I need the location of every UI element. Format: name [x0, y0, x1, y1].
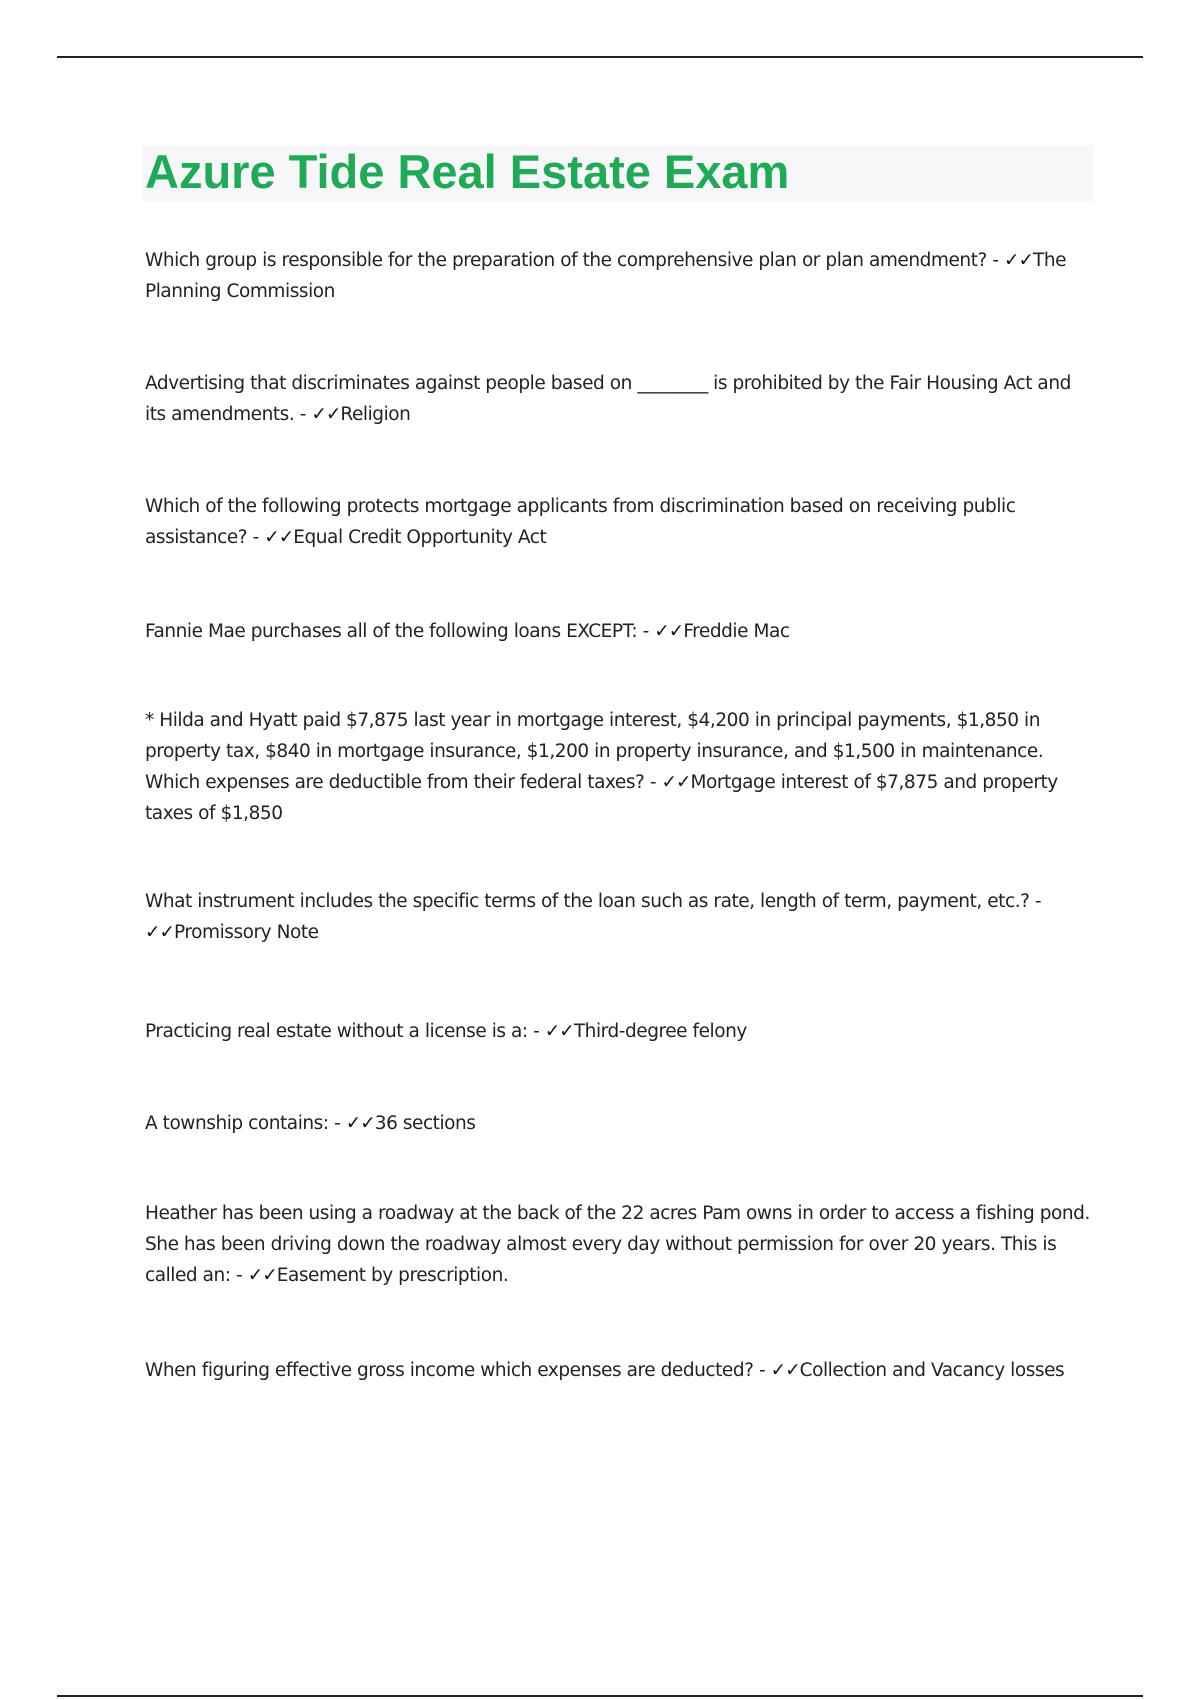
double-check-icon: ✓✓	[145, 922, 175, 943]
qa-item-10	[145, 1355, 1095, 1386]
question-text: Which of the following protects mortgage applicants from discrimination based on receiving public assistance?	[145, 496, 1016, 548]
answer-text: Religion	[340, 404, 411, 425]
double-check-icon: ✓✓	[264, 527, 294, 548]
answer-text: The Planning Commission	[145, 250, 1067, 302]
question-text: What instrument includes the specific terms of the loan such as rate, length of term, payment, etc.?	[145, 891, 1030, 912]
qa-item-5	[145, 705, 1095, 829]
qa-item-9	[145, 1198, 1095, 1291]
separator: -	[230, 1265, 248, 1286]
double-check-icon: ✓✓	[311, 404, 341, 425]
answer-text: Equal Credit Opportunity Act	[293, 527, 547, 548]
question-text: Heather has been using a roadway at the back of the 22 acres Pam owns in order to access a fishing pond. She has been driving down the roadway almost every day without permission for over 20 years. This is called an:	[145, 1203, 1090, 1286]
double-check-icon: ✓✓	[770, 1360, 800, 1381]
separator: -	[986, 250, 1004, 271]
bottom-rule	[57, 1695, 1143, 1697]
double-check-icon: ✓✓	[1003, 250, 1033, 271]
double-check-icon: ✓✓	[247, 1265, 277, 1286]
double-check-icon: ✓✓	[654, 621, 684, 642]
question-text: Practicing real estate without a license is a:	[145, 1021, 528, 1042]
separator: -	[294, 404, 312, 425]
question-text: When figuring effective gross income which expenses are deducted?	[145, 1360, 754, 1381]
answer-text: 36 sections	[374, 1113, 476, 1134]
question-text: * Hilda and Hyatt paid $7,875 last year in mortgage interest, $4,200 in principal payments, $1,850 in property tax, $840 in mortgage insurance, $1,200 in property insurance, and $1,500 in maintenance. Which expenses are deductible from their federal taxes?	[145, 710, 1044, 793]
separator: -	[644, 772, 662, 793]
separator: -	[328, 1113, 346, 1134]
answer-text: Easement by prescription.	[276, 1265, 509, 1286]
separator: -	[753, 1360, 771, 1381]
question-text: A township contains:	[145, 1113, 329, 1134]
double-check-icon: ✓✓	[661, 772, 691, 793]
question-text: Advertising that discriminates against people based on ________ is prohibited by the Fair Housing Act and its amendments.	[145, 373, 1071, 425]
answer-text: Promissory Note	[174, 922, 319, 943]
double-check-icon: ✓✓	[345, 1113, 375, 1134]
top-rule	[57, 56, 1143, 58]
question-text: Fannie Mae purchases all of the following loans EXCEPT:	[145, 621, 638, 642]
answer-text: Third-degree felony	[573, 1021, 747, 1042]
qa-item-8	[145, 1108, 1095, 1139]
separator: -	[637, 621, 655, 642]
qa-item-1	[145, 245, 1095, 307]
separator: -	[247, 527, 265, 548]
qa-item-2	[145, 368, 1095, 430]
qa-item-4	[145, 616, 1095, 647]
separator: -	[527, 1021, 545, 1042]
answer-text: Freddie Mac	[683, 621, 790, 642]
qa-item-7	[145, 1016, 1095, 1047]
qa-item-3	[145, 491, 1095, 553]
double-check-icon: ✓✓	[544, 1021, 574, 1042]
document-title: Azure Tide Real Estate Exam	[145, 145, 790, 198]
qa-item-6	[145, 886, 1095, 948]
answer-text: Collection and Vacancy losses	[799, 1360, 1065, 1381]
separator: -	[1029, 891, 1042, 912]
answer-text: Mortgage interest of $7,875 and property taxes of $1,850	[145, 772, 1058, 824]
question-text: Which group is responsible for the preparation of the comprehensive plan or plan amendment?	[145, 250, 987, 271]
